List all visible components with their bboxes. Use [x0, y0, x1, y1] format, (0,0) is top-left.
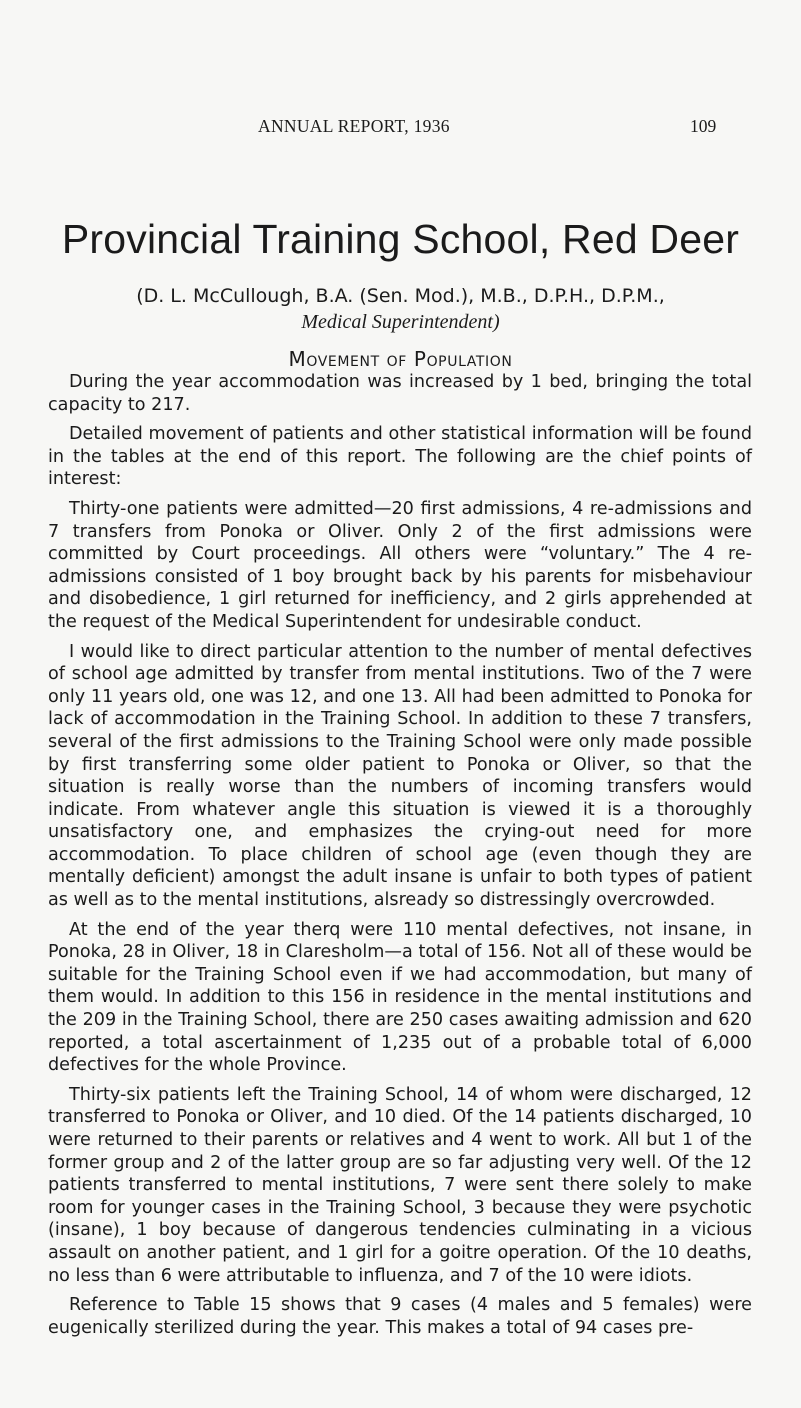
paragraph: At the end of the year therq were 110 mental defectives, not insane, in Ponoka, 28 in Oliver, 18 in Claresholm—a total of 156. Not all of these would be suitable for the Training School even if we had accommodation, but many of them would. In addition to this 156 in residence in the mental institutions and the 209 in the Training School, there are 250 cases awaiting admission and 620 reported, a total ascertainment of 1,235 out of a probable total of 6,000 defectives for the whole Province.: [48, 919, 752, 1076]
byline-role: Medical Superintendent): [301, 311, 500, 333]
paragraph: Thirty-one patients were admitted—20 first admissions, 4 re-admissions and 7 transfers from Ponoka or Oliver. Only 2 of the first admissions were committed by Court proceedings. All others were “voluntary.” The 4 re-admissions consisted of 1 boy brought back by his parents for misbehaviour and disobedience, 1 girl returned for inefficiency, and 2 girls apprehended at the request of the Medical Superintendent for undesirable conduct.: [48, 498, 752, 632]
paragraph: Detailed movement of patients and other statistical information will be found in the tables at the end of this report. The following are the chief points of interest:: [48, 424, 752, 490]
paragraph: I would like to direct particular attention to the number of mental defectives of school age admitted by transfer from mental institutions. Two of the 7 were only 11 years old, one was 12, and one 13. All had been admitted to Ponoka for lack of accommodation in the Training School. In addition to these 7 transfers, several of the first admissions to the Training School were only made possible by first transferring some older patient to Ponoka or Oliver, so that the situation is really worse than the numbers of incoming transfers would indicate. From whatever angle this situation is viewed it is a thoroughly unsatisfactory one, and emphasizes the crying-out need for more accommodation. To place children of school age (even though they are mentally deficient) amongst the adult insane is unfair to both types of patient as well as to the mental institutions, alsready so distressingly overcrowded.: [48, 641, 752, 911]
paragraph: Reference to Table 15 shows that 9 cases (4 males and 5 females) were eugenically sterilized during the year. This makes a total of 94 cases pre-: [48, 1295, 752, 1338]
byline-credentials: (D. L. McCullough, B.A. (Sen. Mod.), M.B., D.P.H., D.P.M.,: [136, 285, 665, 307]
body-text: [48, 371, 752, 1346]
paragraph: During the year accommodation was increased by 1 bed, bringing the total capacity to 217.: [48, 372, 752, 415]
page-title: Provincial Training School, Red Deer: [61, 216, 740, 262]
byline: [0, 283, 801, 335]
page-number: 109: [690, 116, 717, 136]
section-heading: Movement of Population: [288, 347, 513, 371]
paragraph: Thirty-six patients left the Training School, 14 of whom were discharged, 12 transferred to Ponoka or Oliver, and 10 died. Of the 14 patients discharged, 10 were returned to their parents or relatives and 4 went to work. All but 1 of the former group and 2 of the latter group are so far adjusting very well. Of the 12 patients transferred to mental institutions, 7 were sent there solely to make room for younger cases in the Training School, 3 because they were psychotic (insane), 1 boy because of dangerous tendencies culminating in a vicious assault on another patient, and 1 girl for a goitre operation. Of the 10 deaths, no less than 6 were attributable to influenza, and 7 of the 10 were idiots.: [48, 1084, 752, 1286]
running-header: ANNUAL REPORT, 1936: [258, 116, 450, 136]
